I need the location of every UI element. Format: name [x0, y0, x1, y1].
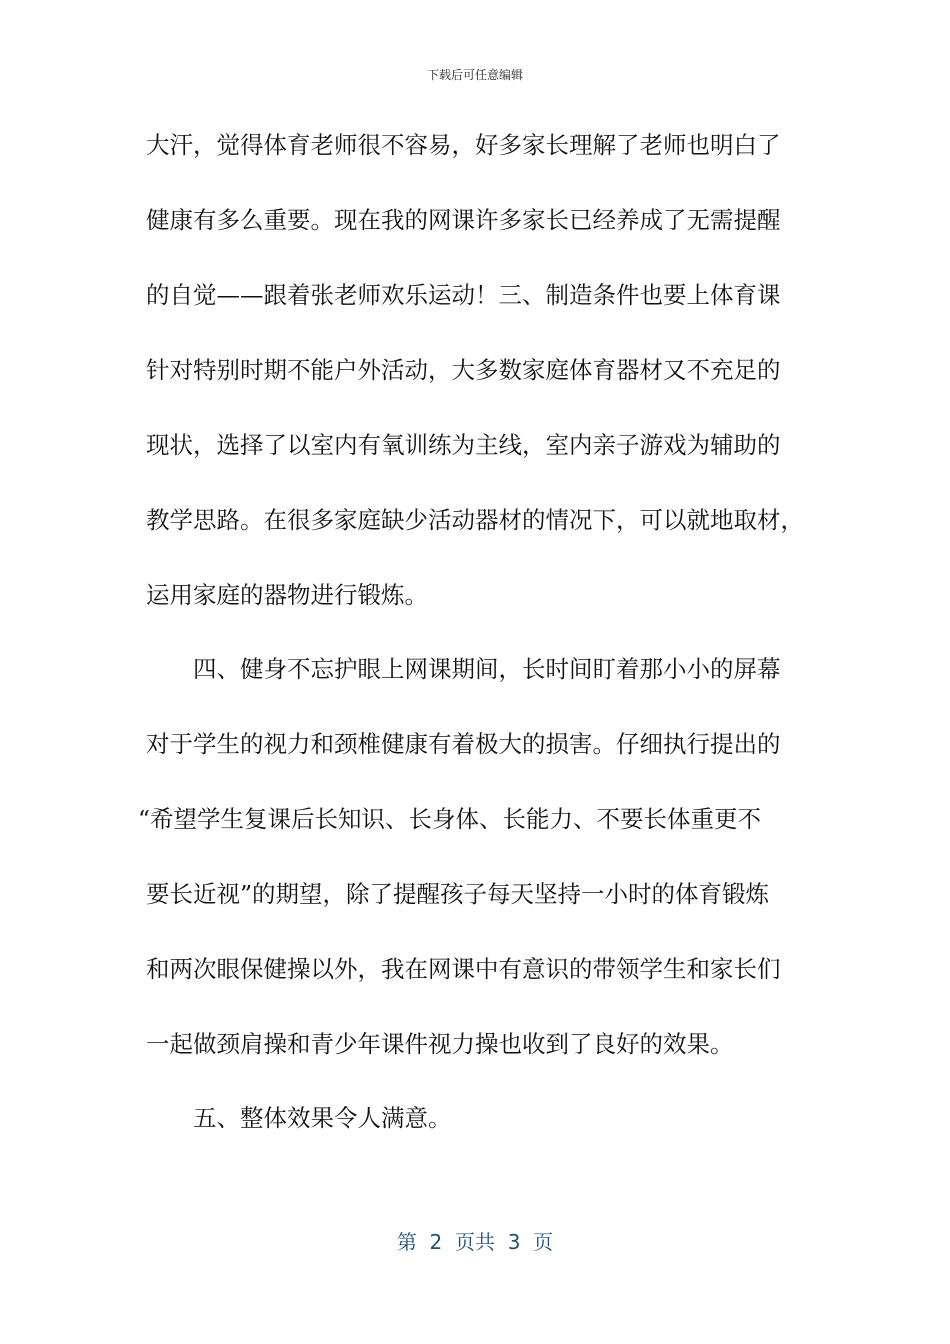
text-line: 对于学生的视力和颈椎健康有着极大的损害。仔细执行提出的	[146, 730, 781, 758]
text-line: 针对特别时期不能户外活动，大多数家庭体育器材又不充足的	[146, 356, 781, 384]
page-header: 下载后可任意编辑	[426, 68, 523, 82]
paragraph-start-line: 五、整体效果令人满意。	[193, 1104, 452, 1132]
page-footer: 第 2 页共 3 页	[396, 1230, 554, 1254]
text-line: 一起做颈肩操和青少年课件视力操也收到了良好的效果。	[146, 1030, 734, 1058]
text-line: 现状，选择了以室内有氧训练为主线，室内亲子游戏为辅助的	[146, 431, 781, 459]
text-line: 和两次眼保健操以外，我在网课中有意识的带领学生和家长们	[146, 955, 781, 983]
text-line: 教学思路。在很多家庭缺少活动器材的情况下，可以就地取材，	[146, 506, 804, 534]
text-line: 要长近视”的期望，除了提醒孩子每天坚持一小时的体育锻炼	[146, 880, 770, 908]
text-line: 健康有多么重要。现在我的网课许多家长已经养成了无需提醒	[146, 206, 781, 234]
text-line: 大汗，觉得体育老师很不容易，好多家长理解了老师也明白了	[146, 131, 781, 159]
text-line: “希望学生复课后长知识、长身体、长能力、不要长体重更不	[138, 805, 762, 833]
text-line: 运用家庭的器物进行锻炼。	[146, 581, 428, 609]
paragraph-start-line: 四、健身不忘护眼上网课期间，长时间盯着那小小的屏幕	[193, 655, 781, 683]
text-line: 的自觉——跟着张老师欢乐运动！三、制造条件也要上体育课	[146, 281, 781, 309]
